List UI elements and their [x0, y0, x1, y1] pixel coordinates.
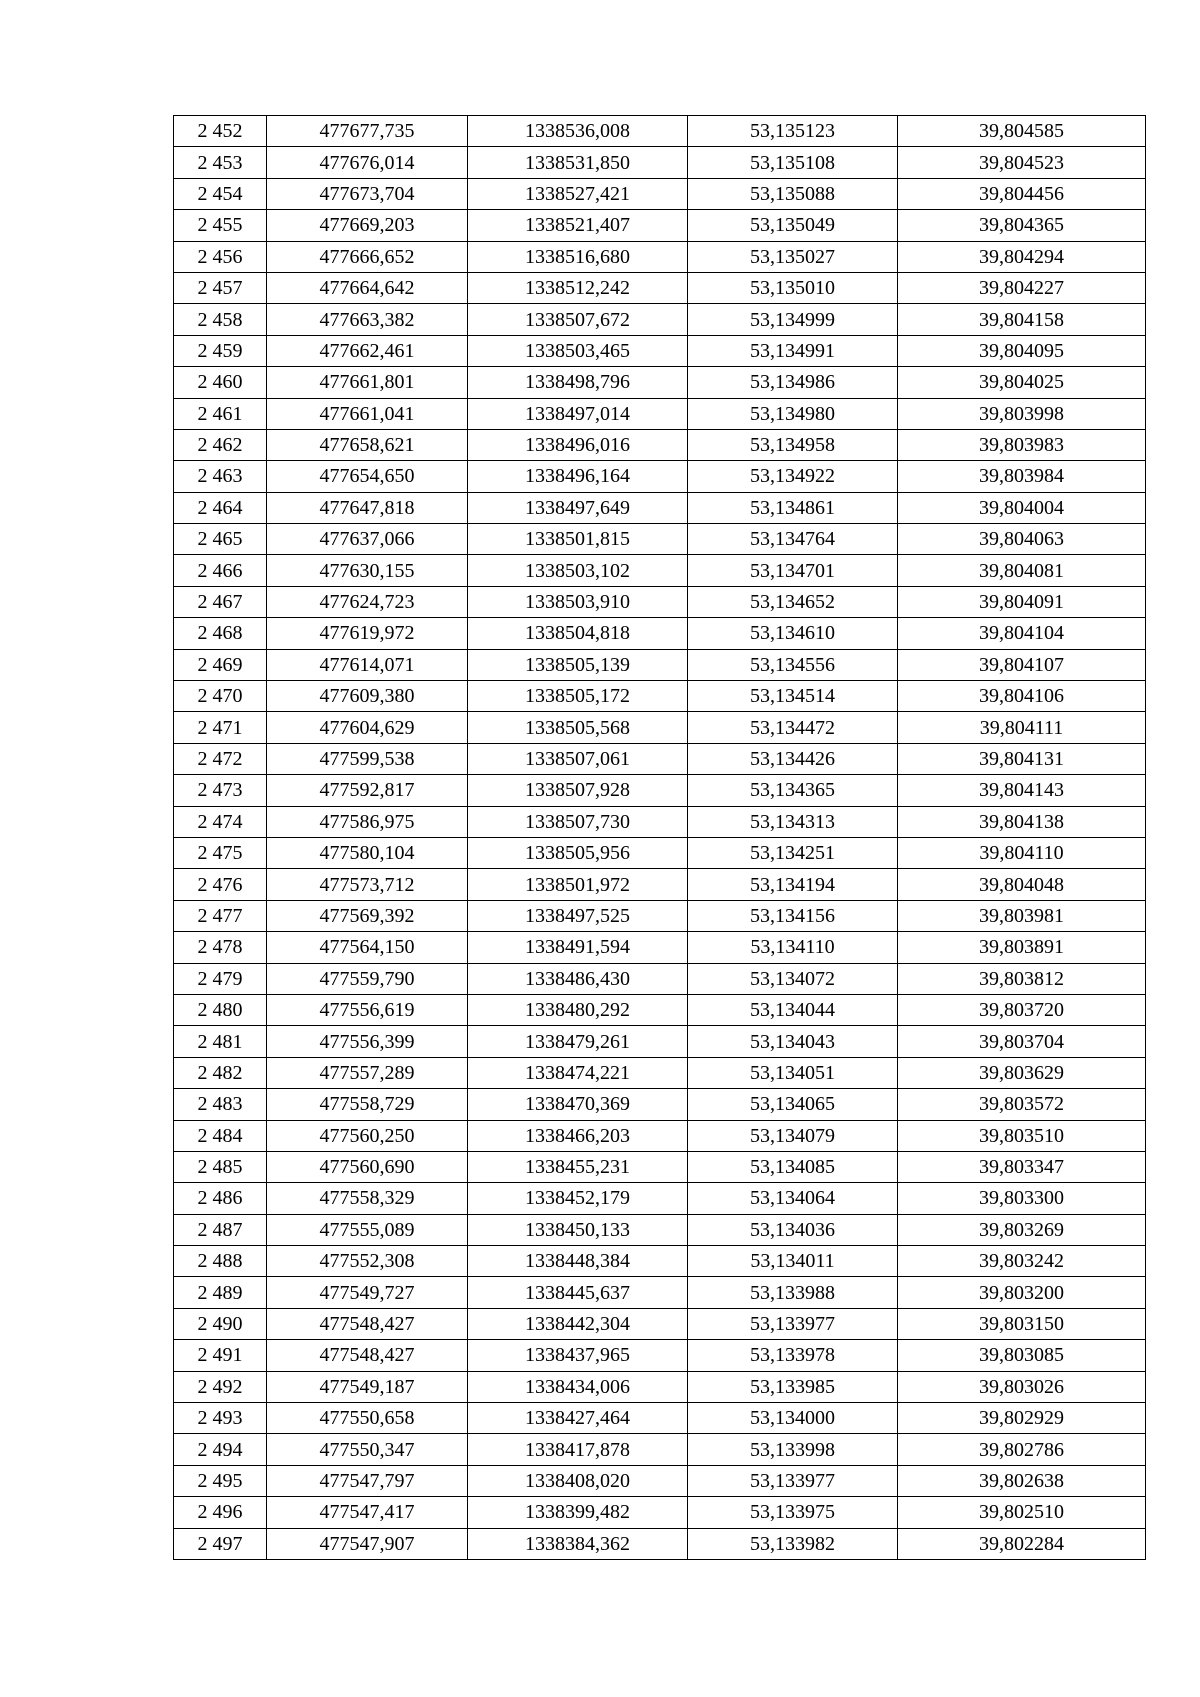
longitude-cell: 39,803085 — [898, 1340, 1146, 1371]
x-coordinate-cell: 477619,972 — [267, 618, 468, 649]
y-coordinate-cell: 1338496,016 — [468, 429, 688, 460]
longitude-cell: 39,802786 — [898, 1434, 1146, 1465]
x-coordinate-cell: 477654,650 — [267, 461, 468, 492]
x-coordinate-cell: 477560,250 — [267, 1120, 468, 1151]
y-coordinate-cell: 1338521,407 — [468, 210, 688, 241]
x-coordinate-cell: 477664,642 — [267, 272, 468, 303]
y-coordinate-cell: 1338503,102 — [468, 555, 688, 586]
latitude-cell: 53,133988 — [688, 1277, 898, 1308]
x-coordinate-cell: 477637,066 — [267, 524, 468, 555]
latitude-cell: 53,134036 — [688, 1214, 898, 1245]
x-coordinate-cell: 477569,392 — [267, 900, 468, 931]
table-row — [174, 1434, 1146, 1465]
latitude-cell: 53,134980 — [688, 398, 898, 429]
x-coordinate-cell: 477586,975 — [267, 806, 468, 837]
table-row — [174, 429, 1146, 460]
table-row — [174, 1057, 1146, 1088]
x-coordinate-cell: 477558,329 — [267, 1183, 468, 1214]
latitude-cell: 53,133977 — [688, 1308, 898, 1339]
latitude-cell: 53,134426 — [688, 743, 898, 774]
y-coordinate-cell: 1338452,179 — [468, 1183, 688, 1214]
table-row — [174, 1403, 1146, 1434]
x-coordinate-cell: 477624,723 — [267, 586, 468, 617]
longitude-cell: 39,802638 — [898, 1465, 1146, 1496]
x-coordinate-cell: 477550,658 — [267, 1403, 468, 1434]
table-row — [174, 555, 1146, 586]
latitude-cell: 53,133982 — [688, 1528, 898, 1559]
y-coordinate-cell: 1338536,008 — [468, 116, 688, 147]
table-row — [174, 272, 1146, 303]
point-number-cell: 2 477 — [174, 900, 267, 931]
longitude-cell: 39,803269 — [898, 1214, 1146, 1245]
table-row — [174, 681, 1146, 712]
table-row — [174, 1528, 1146, 1559]
longitude-cell: 39,804523 — [898, 147, 1146, 178]
point-number-cell: 2 489 — [174, 1277, 267, 1308]
latitude-cell: 53,134085 — [688, 1151, 898, 1182]
longitude-cell: 39,803812 — [898, 963, 1146, 994]
longitude-cell: 39,804227 — [898, 272, 1146, 303]
latitude-cell: 53,134764 — [688, 524, 898, 555]
table-row — [174, 1340, 1146, 1371]
latitude-cell: 53,135027 — [688, 241, 898, 272]
x-coordinate-cell: 477552,308 — [267, 1246, 468, 1277]
latitude-cell: 53,134194 — [688, 869, 898, 900]
longitude-cell: 39,804095 — [898, 335, 1146, 366]
table-row — [174, 994, 1146, 1025]
point-number-cell: 2 482 — [174, 1057, 267, 1088]
table-row — [174, 649, 1146, 680]
point-number-cell: 2 478 — [174, 932, 267, 963]
point-number-cell: 2 469 — [174, 649, 267, 680]
point-number-cell: 2 479 — [174, 963, 267, 994]
latitude-cell: 53,135010 — [688, 272, 898, 303]
longitude-cell: 39,802284 — [898, 1528, 1146, 1559]
table-row — [174, 837, 1146, 868]
x-coordinate-cell: 477673,704 — [267, 178, 468, 209]
y-coordinate-cell: 1338455,231 — [468, 1151, 688, 1182]
y-coordinate-cell: 1338504,818 — [468, 618, 688, 649]
longitude-cell: 39,803150 — [898, 1308, 1146, 1339]
x-coordinate-cell: 477663,382 — [267, 304, 468, 335]
point-number-cell: 2 463 — [174, 461, 267, 492]
y-coordinate-cell: 1338384,362 — [468, 1528, 688, 1559]
latitude-cell: 53,134313 — [688, 806, 898, 837]
latitude-cell: 53,134610 — [688, 618, 898, 649]
longitude-cell: 39,804131 — [898, 743, 1146, 774]
latitude-cell: 53,134011 — [688, 1246, 898, 1277]
point-number-cell: 2 464 — [174, 492, 267, 523]
longitude-cell: 39,804025 — [898, 367, 1146, 398]
latitude-cell: 53,133977 — [688, 1465, 898, 1496]
longitude-cell: 39,804106 — [898, 681, 1146, 712]
point-number-cell: 2 483 — [174, 1089, 267, 1120]
y-coordinate-cell: 1338497,525 — [468, 900, 688, 931]
y-coordinate-cell: 1338505,172 — [468, 681, 688, 712]
table-row — [174, 210, 1146, 241]
x-coordinate-cell: 477558,729 — [267, 1089, 468, 1120]
latitude-cell: 53,135088 — [688, 178, 898, 209]
x-coordinate-cell: 477549,727 — [267, 1277, 468, 1308]
table-row — [174, 1151, 1146, 1182]
x-coordinate-cell: 477559,790 — [267, 963, 468, 994]
longitude-cell: 39,804456 — [898, 178, 1146, 209]
x-coordinate-cell: 477604,629 — [267, 712, 468, 743]
x-coordinate-cell: 477609,380 — [267, 681, 468, 712]
y-coordinate-cell: 1338470,369 — [468, 1089, 688, 1120]
latitude-cell: 53,134043 — [688, 1026, 898, 1057]
point-number-cell: 2 487 — [174, 1214, 267, 1245]
latitude-cell: 53,134652 — [688, 586, 898, 617]
y-coordinate-cell: 1338531,850 — [468, 147, 688, 178]
table-row — [174, 1277, 1146, 1308]
longitude-cell: 39,804004 — [898, 492, 1146, 523]
x-coordinate-cell: 477573,712 — [267, 869, 468, 900]
longitude-cell: 39,803998 — [898, 398, 1146, 429]
longitude-cell: 39,803572 — [898, 1089, 1146, 1120]
point-number-cell: 2 473 — [174, 775, 267, 806]
table-row — [174, 398, 1146, 429]
table-row — [174, 806, 1146, 837]
latitude-cell: 53,134991 — [688, 335, 898, 366]
point-number-cell: 2 474 — [174, 806, 267, 837]
table-row — [174, 869, 1146, 900]
latitude-cell: 53,134365 — [688, 775, 898, 806]
table-row — [174, 963, 1146, 994]
y-coordinate-cell: 1338479,261 — [468, 1026, 688, 1057]
y-coordinate-cell: 1338408,020 — [468, 1465, 688, 1496]
latitude-cell: 53,133978 — [688, 1340, 898, 1371]
x-coordinate-cell: 477669,203 — [267, 210, 468, 241]
y-coordinate-cell: 1338507,928 — [468, 775, 688, 806]
y-coordinate-cell: 1338527,421 — [468, 178, 688, 209]
longitude-cell: 39,804107 — [898, 649, 1146, 680]
latitude-cell: 53,134701 — [688, 555, 898, 586]
latitude-cell: 53,134472 — [688, 712, 898, 743]
longitude-cell: 39,804585 — [898, 116, 1146, 147]
y-coordinate-cell: 1338501,972 — [468, 869, 688, 900]
longitude-cell: 39,804104 — [898, 618, 1146, 649]
x-coordinate-cell: 477592,817 — [267, 775, 468, 806]
point-number-cell: 2 465 — [174, 524, 267, 555]
y-coordinate-cell: 1338434,006 — [468, 1371, 688, 1402]
longitude-cell: 39,803242 — [898, 1246, 1146, 1277]
longitude-cell: 39,804048 — [898, 869, 1146, 900]
point-number-cell: 2 480 — [174, 994, 267, 1025]
latitude-cell: 53,134065 — [688, 1089, 898, 1120]
point-number-cell: 2 495 — [174, 1465, 267, 1496]
x-coordinate-cell: 477666,652 — [267, 241, 468, 272]
x-coordinate-cell: 477548,427 — [267, 1308, 468, 1339]
table-row — [174, 775, 1146, 806]
point-number-cell: 2 471 — [174, 712, 267, 743]
table-row — [174, 241, 1146, 272]
point-number-cell: 2 462 — [174, 429, 267, 460]
longitude-cell: 39,804091 — [898, 586, 1146, 617]
point-number-cell: 2 457 — [174, 272, 267, 303]
longitude-cell: 39,804365 — [898, 210, 1146, 241]
latitude-cell: 53,134072 — [688, 963, 898, 994]
x-coordinate-cell: 477555,089 — [267, 1214, 468, 1245]
table-row — [174, 1089, 1146, 1120]
y-coordinate-cell: 1338497,649 — [468, 492, 688, 523]
table-row — [174, 335, 1146, 366]
latitude-cell: 53,134000 — [688, 1403, 898, 1434]
y-coordinate-cell: 1338507,672 — [468, 304, 688, 335]
x-coordinate-cell: 477556,619 — [267, 994, 468, 1025]
point-number-cell: 2 476 — [174, 869, 267, 900]
x-coordinate-cell: 477630,155 — [267, 555, 468, 586]
y-coordinate-cell: 1338497,014 — [468, 398, 688, 429]
coordinates-table-body — [174, 116, 1146, 1560]
longitude-cell: 39,804110 — [898, 837, 1146, 868]
x-coordinate-cell: 477662,461 — [267, 335, 468, 366]
longitude-cell: 39,803981 — [898, 900, 1146, 931]
table-row — [174, 1026, 1146, 1057]
table-row — [174, 743, 1146, 774]
latitude-cell: 53,134051 — [688, 1057, 898, 1088]
y-coordinate-cell: 1338512,242 — [468, 272, 688, 303]
longitude-cell: 39,804143 — [898, 775, 1146, 806]
x-coordinate-cell: 477560,690 — [267, 1151, 468, 1182]
point-number-cell: 2 460 — [174, 367, 267, 398]
point-number-cell: 2 452 — [174, 116, 267, 147]
longitude-cell: 39,803891 — [898, 932, 1146, 963]
latitude-cell: 53,133985 — [688, 1371, 898, 1402]
y-coordinate-cell: 1338505,568 — [468, 712, 688, 743]
point-number-cell: 2 493 — [174, 1403, 267, 1434]
y-coordinate-cell: 1338480,292 — [468, 994, 688, 1025]
latitude-cell: 53,134079 — [688, 1120, 898, 1151]
y-coordinate-cell: 1338496,164 — [468, 461, 688, 492]
y-coordinate-cell: 1338486,430 — [468, 963, 688, 994]
point-number-cell: 2 491 — [174, 1340, 267, 1371]
table-row — [174, 147, 1146, 178]
y-coordinate-cell: 1338491,594 — [468, 932, 688, 963]
x-coordinate-cell: 477550,347 — [267, 1434, 468, 1465]
point-number-cell: 2 455 — [174, 210, 267, 241]
table-row — [174, 712, 1146, 743]
latitude-cell: 53,134514 — [688, 681, 898, 712]
point-number-cell: 2 484 — [174, 1120, 267, 1151]
x-coordinate-cell: 477647,818 — [267, 492, 468, 523]
longitude-cell: 39,803983 — [898, 429, 1146, 460]
point-number-cell: 2 466 — [174, 555, 267, 586]
longitude-cell: 39,803200 — [898, 1277, 1146, 1308]
y-coordinate-cell: 1338417,878 — [468, 1434, 688, 1465]
point-number-cell: 2 453 — [174, 147, 267, 178]
x-coordinate-cell: 477599,538 — [267, 743, 468, 774]
longitude-cell: 39,802929 — [898, 1403, 1146, 1434]
y-coordinate-cell: 1338466,203 — [468, 1120, 688, 1151]
longitude-cell: 39,804111 — [898, 712, 1146, 743]
table-row — [174, 524, 1146, 555]
longitude-cell: 39,804294 — [898, 241, 1146, 272]
table-row — [174, 304, 1146, 335]
x-coordinate-cell: 477658,621 — [267, 429, 468, 460]
coordinates-table — [173, 115, 1146, 1560]
point-number-cell: 2 492 — [174, 1371, 267, 1402]
table-row — [174, 116, 1146, 147]
longitude-cell: 39,804138 — [898, 806, 1146, 837]
longitude-cell: 39,803026 — [898, 1371, 1146, 1402]
longitude-cell: 39,803347 — [898, 1151, 1146, 1182]
x-coordinate-cell: 477556,399 — [267, 1026, 468, 1057]
longitude-cell: 39,804081 — [898, 555, 1146, 586]
x-coordinate-cell: 477661,801 — [267, 367, 468, 398]
point-number-cell: 2 496 — [174, 1497, 267, 1528]
point-number-cell: 2 490 — [174, 1308, 267, 1339]
table-row — [174, 1214, 1146, 1245]
table-row — [174, 618, 1146, 649]
y-coordinate-cell: 1338505,139 — [468, 649, 688, 680]
x-coordinate-cell: 477677,735 — [267, 116, 468, 147]
longitude-cell: 39,804063 — [898, 524, 1146, 555]
y-coordinate-cell: 1338450,133 — [468, 1214, 688, 1245]
point-number-cell: 2 472 — [174, 743, 267, 774]
latitude-cell: 53,134064 — [688, 1183, 898, 1214]
point-number-cell: 2 454 — [174, 178, 267, 209]
table-row — [174, 492, 1146, 523]
latitude-cell: 53,134986 — [688, 367, 898, 398]
x-coordinate-cell: 477549,187 — [267, 1371, 468, 1402]
table-row — [174, 900, 1146, 931]
point-number-cell: 2 467 — [174, 586, 267, 617]
table-row — [174, 1371, 1146, 1402]
y-coordinate-cell: 1338437,965 — [468, 1340, 688, 1371]
longitude-cell: 39,803510 — [898, 1120, 1146, 1151]
point-number-cell: 2 468 — [174, 618, 267, 649]
table-row — [174, 1183, 1146, 1214]
y-coordinate-cell: 1338448,384 — [468, 1246, 688, 1277]
latitude-cell: 53,134999 — [688, 304, 898, 335]
x-coordinate-cell: 477557,289 — [267, 1057, 468, 1088]
x-coordinate-cell: 477676,014 — [267, 147, 468, 178]
y-coordinate-cell: 1338399,482 — [468, 1497, 688, 1528]
y-coordinate-cell: 1338442,304 — [468, 1308, 688, 1339]
y-coordinate-cell: 1338516,680 — [468, 241, 688, 272]
y-coordinate-cell: 1338507,730 — [468, 806, 688, 837]
latitude-cell: 53,135123 — [688, 116, 898, 147]
latitude-cell: 53,133975 — [688, 1497, 898, 1528]
y-coordinate-cell: 1338503,465 — [468, 335, 688, 366]
latitude-cell: 53,134044 — [688, 994, 898, 1025]
table-row — [174, 1246, 1146, 1277]
x-coordinate-cell: 477661,041 — [267, 398, 468, 429]
table-row — [174, 1308, 1146, 1339]
latitude-cell: 53,134922 — [688, 461, 898, 492]
longitude-cell: 39,803720 — [898, 994, 1146, 1025]
x-coordinate-cell: 477547,417 — [267, 1497, 468, 1528]
longitude-cell: 39,804158 — [898, 304, 1146, 335]
table-row — [174, 178, 1146, 209]
y-coordinate-cell: 1338445,637 — [468, 1277, 688, 1308]
longitude-cell: 39,803704 — [898, 1026, 1146, 1057]
longitude-cell: 39,803629 — [898, 1057, 1146, 1088]
y-coordinate-cell: 1338505,956 — [468, 837, 688, 868]
point-number-cell: 2 458 — [174, 304, 267, 335]
point-number-cell: 2 488 — [174, 1246, 267, 1277]
table-row — [174, 932, 1146, 963]
table-row — [174, 367, 1146, 398]
table-row — [174, 1497, 1146, 1528]
latitude-cell: 53,134958 — [688, 429, 898, 460]
point-number-cell: 2 456 — [174, 241, 267, 272]
y-coordinate-cell: 1338474,221 — [468, 1057, 688, 1088]
y-coordinate-cell: 1338507,061 — [468, 743, 688, 774]
latitude-cell: 53,134110 — [688, 932, 898, 963]
latitude-cell: 53,134556 — [688, 649, 898, 680]
x-coordinate-cell: 477614,071 — [267, 649, 468, 680]
table-row — [174, 461, 1146, 492]
table-row — [174, 1120, 1146, 1151]
x-coordinate-cell: 477547,907 — [267, 1528, 468, 1559]
x-coordinate-cell: 477547,797 — [267, 1465, 468, 1496]
y-coordinate-cell: 1338503,910 — [468, 586, 688, 617]
x-coordinate-cell: 477548,427 — [267, 1340, 468, 1371]
latitude-cell: 53,133998 — [688, 1434, 898, 1465]
longitude-cell: 39,802510 — [898, 1497, 1146, 1528]
latitude-cell: 53,135049 — [688, 210, 898, 241]
latitude-cell: 53,134251 — [688, 837, 898, 868]
point-number-cell: 2 497 — [174, 1528, 267, 1559]
point-number-cell: 2 494 — [174, 1434, 267, 1465]
y-coordinate-cell: 1338498,796 — [468, 367, 688, 398]
latitude-cell: 53,134861 — [688, 492, 898, 523]
point-number-cell: 2 475 — [174, 837, 267, 868]
point-number-cell: 2 485 — [174, 1151, 267, 1182]
latitude-cell: 53,135108 — [688, 147, 898, 178]
point-number-cell: 2 459 — [174, 335, 267, 366]
x-coordinate-cell: 477564,150 — [267, 932, 468, 963]
latitude-cell: 53,134156 — [688, 900, 898, 931]
point-number-cell: 2 461 — [174, 398, 267, 429]
point-number-cell: 2 481 — [174, 1026, 267, 1057]
point-number-cell: 2 470 — [174, 681, 267, 712]
table-row — [174, 1465, 1146, 1496]
y-coordinate-cell: 1338501,815 — [468, 524, 688, 555]
longitude-cell: 39,803300 — [898, 1183, 1146, 1214]
table-row — [174, 586, 1146, 617]
longitude-cell: 39,803984 — [898, 461, 1146, 492]
point-number-cell: 2 486 — [174, 1183, 267, 1214]
x-coordinate-cell: 477580,104 — [267, 837, 468, 868]
y-coordinate-cell: 1338427,464 — [468, 1403, 688, 1434]
